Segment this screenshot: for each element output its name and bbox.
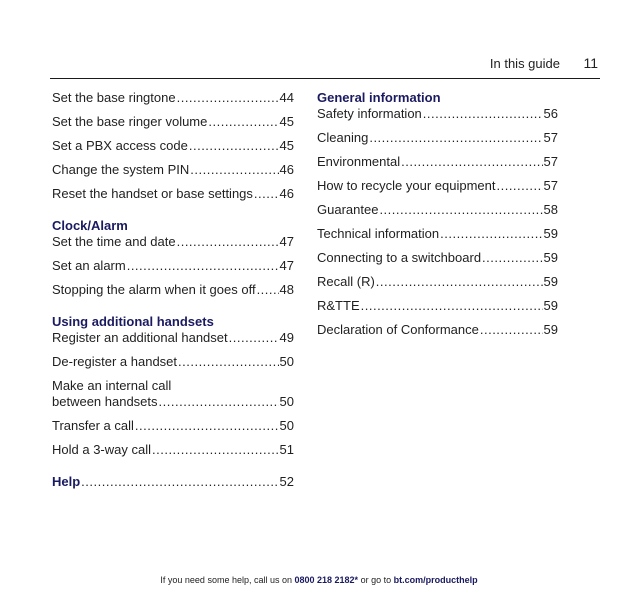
leader-dots — [81, 474, 278, 490]
toc-entry-label: Help — [52, 474, 81, 489]
section-gap — [52, 466, 294, 474]
toc-entry-page: 46 — [279, 186, 294, 201]
toc-entry[interactable] — [52, 114, 294, 130]
leader-dots — [208, 114, 278, 130]
toc-entry[interactable] — [52, 162, 294, 178]
toc-entry[interactable] — [317, 322, 558, 338]
toc-entry[interactable] — [317, 106, 558, 122]
toc-entry-page: 57 — [543, 154, 558, 169]
toc-entry-label: Connecting to a switchboard — [317, 250, 482, 265]
leader-dots — [369, 130, 542, 146]
leader-dots — [361, 298, 543, 314]
toc-entry-label: Safety information — [317, 106, 422, 121]
section-heading-general: General information — [317, 90, 441, 105]
toc-entry[interactable] — [52, 138, 294, 154]
toc-entry-page: 50 — [279, 394, 294, 409]
toc-entry-label: Guarantee — [317, 202, 379, 217]
toc-entry[interactable] — [52, 186, 294, 202]
toc-entry-page: 59 — [543, 226, 558, 241]
toc-entry-label: Set an alarm — [52, 258, 126, 273]
toc-entry-label: R&TTE — [317, 298, 360, 313]
toc-entry-page: 56 — [543, 106, 558, 121]
footer-phone: 0800 218 2182* — [294, 575, 359, 585]
leader-dots — [379, 202, 542, 218]
toc-entry-label-line2: between handsets — [52, 394, 158, 409]
leader-dots — [229, 330, 279, 346]
toc-entry-label: Change the system PIN — [52, 162, 190, 177]
leader-dots — [480, 322, 543, 338]
leader-dots — [376, 274, 543, 290]
header-title: In this guide — [489, 56, 560, 71]
toc-entry-page: 44 — [279, 90, 294, 105]
toc-entry[interactable] — [52, 354, 294, 370]
toc-entry-page: 48 — [279, 282, 294, 297]
toc-entry-page: 46 — [279, 162, 294, 177]
section-gap — [52, 306, 294, 314]
leader-dots — [177, 90, 279, 106]
toc-entry-label: Set the base ringtone — [52, 90, 176, 105]
leader-dots — [178, 354, 279, 370]
leader-dots — [152, 442, 279, 458]
toc-entry[interactable] — [317, 130, 558, 146]
page-header — [0, 56, 638, 76]
footer-middle: or go to — [358, 575, 394, 585]
leader-dots — [189, 138, 279, 154]
toc-entry-page: 50 — [279, 418, 294, 433]
toc-entry[interactable] — [317, 154, 558, 170]
toc-entry-page: 59 — [543, 298, 558, 313]
toc-entry-label: Reset the handset or base settings — [52, 186, 253, 201]
leader-dots — [482, 250, 542, 266]
toc-entry-page: 58 — [543, 202, 558, 217]
toc-entry-page: 52 — [279, 474, 294, 489]
leader-dots — [254, 186, 279, 202]
footer-url-link[interactable]: bt.com/producthelp — [393, 575, 478, 585]
toc-entry-page: 57 — [543, 178, 558, 193]
toc-entry-help[interactable] — [52, 474, 294, 490]
toc-entry-page: 59 — [543, 322, 558, 337]
leader-dots — [159, 394, 279, 410]
toc-entry[interactable] — [317, 202, 558, 218]
toc-entry-line2 — [52, 394, 294, 410]
toc-entry[interactable] — [52, 258, 294, 274]
toc-entry[interactable] — [317, 274, 558, 290]
leader-dots — [496, 178, 542, 194]
toc-entry-page: 50 — [279, 354, 294, 369]
section-heading-handsets: Using additional handsets — [52, 314, 214, 329]
leader-dots — [127, 258, 279, 274]
toc-entry[interactable] — [317, 298, 558, 314]
header-rule — [50, 78, 600, 79]
toc-entry-page: 45 — [279, 114, 294, 129]
leader-dots — [401, 154, 542, 170]
toc-entry[interactable] — [52, 330, 294, 346]
leader-dots — [423, 106, 543, 122]
toc-entry-page: 49 — [279, 330, 294, 345]
toc-entry-label: Transfer a call — [52, 418, 134, 433]
leader-dots — [257, 282, 279, 298]
toc-entry[interactable] — [52, 282, 294, 298]
section-gap — [52, 210, 294, 218]
toc-entry-label: Set the base ringer volume — [52, 114, 208, 129]
toc-entry-label: Technical information — [317, 226, 440, 241]
toc-entry[interactable] — [52, 378, 294, 410]
toc-entry[interactable] — [317, 226, 558, 242]
toc-entry-label: Set the time and date — [52, 234, 176, 249]
toc-entry-page: 59 — [543, 274, 558, 289]
page-footer — [0, 575, 638, 585]
toc-entry-page: 51 — [279, 442, 294, 457]
footer-prefix: If you need some help, call us on — [160, 575, 295, 585]
toc-entry[interactable] — [52, 234, 294, 250]
toc-entry-label: Set a PBX access code — [52, 138, 188, 153]
toc-entry-label: Cleaning — [317, 130, 369, 145]
leader-dots — [135, 418, 279, 434]
toc-entry-page: 47 — [279, 258, 294, 273]
toc-entry[interactable] — [52, 442, 294, 458]
toc-entry-label: Hold a 3-way call — [52, 442, 151, 457]
toc-entry[interactable] — [317, 178, 558, 194]
toc-entry-page: 47 — [279, 234, 294, 249]
page-number: 11 — [583, 55, 598, 71]
section-heading-clock: Clock/Alarm — [52, 218, 128, 233]
toc-entry[interactable] — [52, 418, 294, 434]
toc-right-column — [317, 90, 558, 346]
toc-left-column — [52, 90, 294, 498]
toc-entry-label: Environmental — [317, 154, 401, 169]
toc-entry-page: 59 — [543, 250, 558, 265]
toc-entry-label: Register an additional handset — [52, 330, 228, 345]
toc-entry-label: Declaration of Conformance — [317, 322, 479, 337]
leader-dots — [177, 234, 279, 250]
toc-entry-label: De-register a handset — [52, 354, 178, 369]
toc-entry[interactable] — [52, 90, 294, 106]
leader-dots — [440, 226, 542, 242]
toc-entry-label: Stopping the alarm when it goes off — [52, 282, 256, 297]
toc-entry-label: Recall (R) — [317, 274, 375, 289]
toc-entry-page: 45 — [279, 138, 294, 153]
toc-entry-label-line1: Make an internal call — [52, 378, 172, 393]
toc-entry[interactable] — [317, 250, 558, 266]
toc-entry-label: How to recycle your equipment — [317, 178, 496, 193]
toc-entry-page: 57 — [543, 130, 558, 145]
leader-dots — [190, 162, 278, 178]
